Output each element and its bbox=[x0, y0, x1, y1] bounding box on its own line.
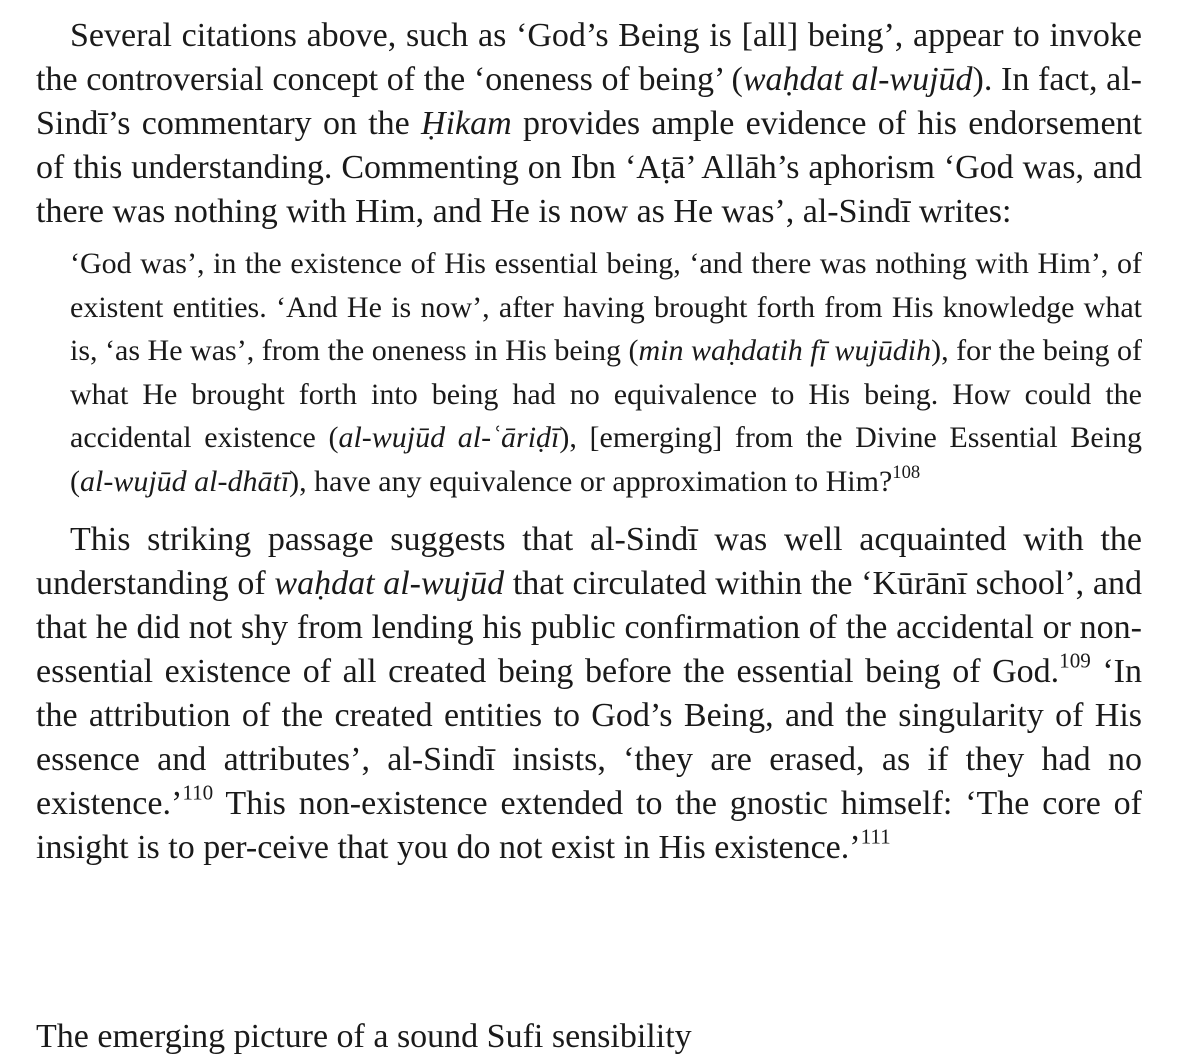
footnote-marker[interactable]: 108 bbox=[892, 461, 921, 483]
text-run: ). In fact, al-Sindī’s commentary on the bbox=[36, 61, 1142, 142]
text-run: This striking passage suggests that al-Sindī was well acquainted with the understanding of bbox=[36, 520, 1142, 602]
text-run: provides ample evidence of his endorsement of this understanding. Commenting on Ibn ‘Aṭā’ Allāh’s aphorism ‘God was, and there was nothing with Him, and He is now as He was’, al-Sindī writes: bbox=[36, 105, 1142, 230]
italic-term: waḥdat al-wujūd bbox=[274, 564, 505, 602]
text-run: This non-existence extended to the gnostic himself: ‘The core of insight is to per-ceive that you do not exist in His existence.’ bbox=[36, 784, 1142, 866]
block-quote bbox=[70, 242, 1142, 504]
document-page bbox=[36, 14, 1142, 870]
text-run: ), for the being of what He brought forth into being had no equivalence to His being. How could the accidental existence ( bbox=[70, 334, 1143, 455]
text-run: Several citations above, such as ‘God’s Being is [all] being’, appear to invoke the controversial concept of the ‘oneness of being’ ( bbox=[36, 17, 1142, 98]
italic-term: min waḥdatih fī wujūdih bbox=[638, 334, 932, 368]
italic-term: al-wujūd al-ʿāriḍī bbox=[338, 421, 560, 455]
footnote-marker[interactable]: 109 bbox=[1059, 647, 1091, 672]
paragraph-2 bbox=[36, 518, 1142, 870]
next-paragraph-cut-off bbox=[36, 1015, 1142, 1055]
paragraph-1 bbox=[36, 14, 1142, 234]
text-run: The emerging picture of a sound Sufi sensibility bbox=[36, 1018, 692, 1055]
text-run: ), have any equivalence or approximation to Him? bbox=[289, 464, 893, 498]
text-run: ), [emerging] from the Divine Essential Being ( bbox=[70, 421, 1142, 498]
footnote-marker[interactable]: 110 bbox=[182, 779, 214, 804]
italic-term: al-wujūd al-dhātī bbox=[80, 464, 290, 498]
text-run: ‘God was’, in the existence of His essential being, ‘and there was nothing with Him’, of existent entities. ‘And He is now’, after having brought forth from His knowledge what is, ‘as He was’, from the oneness in His being ( bbox=[70, 247, 1142, 368]
italic-term: Ḥikam bbox=[421, 105, 512, 142]
text-run: that circulated within the ‘Kūrānī school’, and that he did not shy from lending his public confirmation of the accidental or non-essential existence of all created being before the essential being of God. bbox=[36, 564, 1142, 690]
text-run: ‘In the attribution of the created entities to God’s Being, and the singularity of His essence and attributes’, al-Sindī insists, ‘they are erased, as if they had no existence.’ bbox=[36, 652, 1142, 822]
italic-term: waḥdat al-wujūd bbox=[742, 61, 973, 98]
footnote-marker[interactable]: 111 bbox=[860, 823, 891, 848]
